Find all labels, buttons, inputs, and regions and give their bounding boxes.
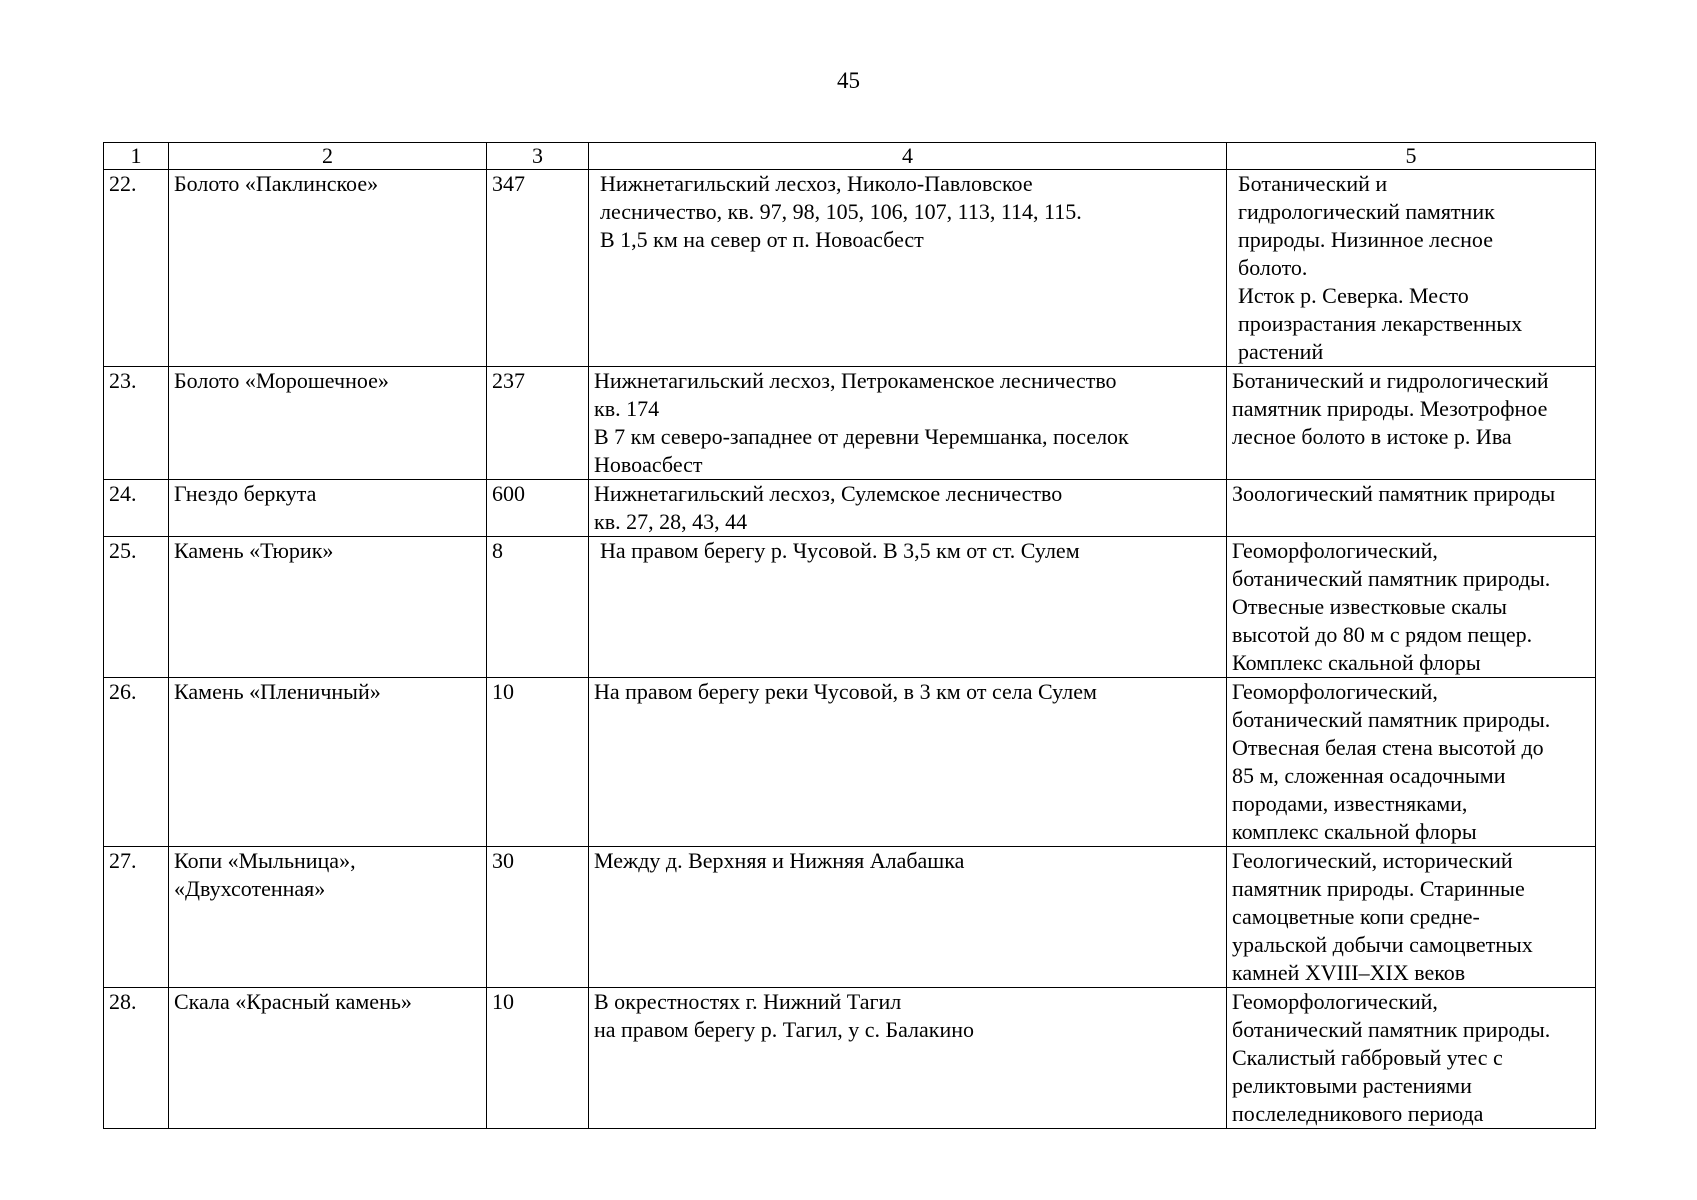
table-row	[104, 367, 1596, 480]
row-number: 23.	[104, 367, 169, 480]
row-number: 24.	[104, 480, 169, 537]
monument-name: Болото «Паклинское»	[169, 170, 487, 367]
table-row	[104, 847, 1596, 988]
table-row	[104, 170, 1596, 367]
monument-description: Геоморфологический, ботанический памятник природы. Отвесные известковые скалы высотой до 80 м с рядом пещер. Комплекс скальной флоры	[1227, 537, 1596, 678]
monument-location: На правом берегу р. Чусовой. В 3,5 км от ст. Сулем	[589, 537, 1227, 678]
monument-location: Нижнетагильский лесхоз, Сулемское лесничество кв. 27, 28, 43, 44	[589, 480, 1227, 537]
column-header: 1	[104, 143, 169, 170]
monument-area: 8	[487, 537, 589, 678]
monument-area: 237	[487, 367, 589, 480]
monument-description: Геологический, исторический памятник природы. Старинные самоцветные копи средне- уральской добычи самоцветных камней XVIII–XIX веков	[1227, 847, 1596, 988]
row-number: 27.	[104, 847, 169, 988]
monument-description: Геоморфологический, ботанический памятник природы. Скалистый габбровый утес с реликтовыми растениями послеледникового периода	[1227, 988, 1596, 1129]
column-header: 5	[1227, 143, 1596, 170]
column-number-row	[104, 143, 1596, 170]
monument-name: Копи «Мыльница», «Двухсотенная»	[169, 847, 487, 988]
monument-name: Болото «Морошечное»	[169, 367, 487, 480]
column-header: 4	[589, 143, 1227, 170]
nature-monuments-table	[103, 142, 1596, 1129]
monument-name: Гнездо беркута	[169, 480, 487, 537]
monument-area: 347	[487, 170, 589, 367]
monument-description: Зоологический памятник природы	[1227, 480, 1596, 537]
table-row	[104, 480, 1596, 537]
monument-area: 10	[487, 988, 589, 1129]
monument-area: 30	[487, 847, 589, 988]
monument-description: Ботанический и гидрологический памятник природы. Мезотрофное лесное болото в истоке р. Ива	[1227, 367, 1596, 480]
column-header: 3	[487, 143, 589, 170]
row-number: 25.	[104, 537, 169, 678]
monument-area: 10	[487, 678, 589, 847]
monument-name: Скала «Красный камень»	[169, 988, 487, 1129]
monument-description: Геоморфологический, ботанический памятник природы. Отвесная белая стена высотой до 85 м, сложенная осадочными породами, известняками, комплекс скальной флоры	[1227, 678, 1596, 847]
table-row	[104, 678, 1596, 847]
monument-name: Камень «Тюрик»	[169, 537, 487, 678]
monument-name: Камень «Пленичный»	[169, 678, 487, 847]
table-row	[104, 537, 1596, 678]
monument-location: Нижнетагильский лесхоз, Петрокаменское лесничество кв. 174 В 7 км северо-западнее от деревни Черемшанка, поселок Новоасбест	[589, 367, 1227, 480]
monument-location: На правом берегу реки Чусовой, в 3 км от села Сулем	[589, 678, 1227, 847]
monument-location: Между д. Верхняя и Нижняя Алабашка	[589, 847, 1227, 988]
table-row	[104, 988, 1596, 1129]
monument-location: В окрестностях г. Нижний Тагил на правом берегу р. Тагил, у с. Балакино	[589, 988, 1227, 1129]
page-number: 45	[837, 68, 860, 93]
row-number: 26.	[104, 678, 169, 847]
monument-area: 600	[487, 480, 589, 537]
row-number: 22.	[104, 170, 169, 367]
monument-description: Ботанический и гидрологический памятник природы. Низинное лесное болото. Исток р. Северка. Место произрастания лекарственных растений	[1227, 170, 1596, 367]
row-number: 28.	[104, 988, 169, 1129]
monument-location: Нижнетагильский лесхоз, Николо-Павловское лесничество, кв. 97, 98, 105, 106, 107, 113, 114, 115. В 1,5 км на север от п. Новоасбест	[589, 170, 1227, 367]
column-header: 2	[169, 143, 487, 170]
